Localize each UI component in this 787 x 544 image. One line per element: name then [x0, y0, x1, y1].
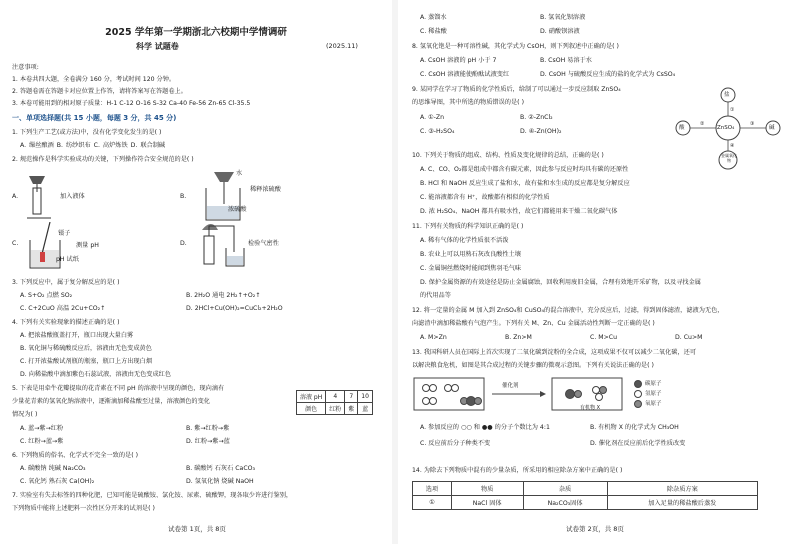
question-3-option-d: D. 2HCl+Cu(OH)₂=CuCl₂+2H₂O [186, 305, 283, 312]
question-7-option: D. 硝酸钡溶液 [540, 28, 580, 35]
table-cell: 红粉 [326, 403, 345, 415]
molecule-reaction-diagram [412, 376, 712, 416]
question-9-option: C. ③-H₂SO₄ [420, 128, 455, 135]
option-caption: 加入液体 [60, 193, 85, 200]
question-12-option: C. M>Cu [590, 334, 618, 341]
question-12-line: 向滤渣中滴加稀盐酸有气泡产生。下列有关 M、Zn、Cu 金属活动性判断一定正确的是( ) [412, 320, 655, 327]
question-4-option: C. 打开浓盐酸试剂瓶的瓶塞，瓶口上方出现白烟 [20, 358, 153, 365]
page-footer: 试卷第 1页，共 8页 [168, 525, 226, 533]
mind-map-node: 盐 [724, 92, 730, 98]
table-cell: 紫 [345, 403, 358, 415]
water-label: 水 [236, 170, 243, 177]
acid-label: 浓硫酸 [228, 206, 247, 213]
question-7-option: A. 蒸馏水 [420, 14, 447, 21]
mind-map-edge-label: ① [730, 107, 735, 113]
question-5: 5. 下表是用牵牛花瓣提取的花青素在不同 pH 的溶液中呈现的颜色，现向滴有 [12, 385, 225, 392]
table-cell: ① [413, 496, 452, 510]
molecule-drawing [412, 376, 712, 416]
note-line: 2. 答题卷需在答题卡对应位置上作答，请将答案写在答题卷上。 [12, 88, 187, 95]
question-5-option: B. 紫→红粉→紫 [186, 425, 230, 432]
table-header-row [413, 482, 758, 496]
table-cell: 10 [358, 391, 373, 403]
question-4: 4. 下列有关实验现象的描述正确的是( ) [12, 319, 120, 326]
question-3: 3. 下列反应中，属于复分解反应的是( ) [12, 279, 120, 286]
question-11-option: A. 稀有气体的化学性质很不活泼 [420, 237, 509, 244]
table-header-cell: 除杂质方案 [607, 482, 757, 496]
question-8-option: B. CsOH 易溶于水 [540, 57, 592, 64]
tweezers-label: 镊子 [58, 230, 71, 237]
product-label: 有机物 X [580, 405, 601, 411]
question-8: 8. 氢氧化铯是一种可溶性碱，其化学式为 CsOH，则下列叙述中正确的是( ) [412, 43, 619, 50]
question-3-option-a: A. S+O₂ 点燃 SO₂ [20, 292, 73, 299]
question-4-option: D. 向稀盐酸中滴加紫色石蕊试液，溶液由无色变成红色 [20, 371, 172, 378]
question-13-line: 以解决粮食危机，如图是其合成过程的关键步骤的微观示意图。下列有关说法正确的是( ) [412, 362, 654, 369]
question-4-option: A. 把浓盐酸瓶盖打开，瓶口出现大量白雾 [20, 332, 134, 339]
question-12-option: D. Cu>M [675, 334, 703, 341]
question-10-option: B. HCl 和 NaOH 反应生成了盐和水，故有盐和水生成的反应都是复分解反应 [420, 180, 630, 187]
question-14: 14. 为除去下列物质中混有的少量杂质，所采用的相应除杂方案中正确的是( ) [412, 467, 623, 474]
mind-map-edge-label: ③ [750, 121, 755, 127]
table-row [297, 403, 373, 415]
question-7-option: B. 氢氧化钡溶液 [540, 14, 586, 21]
question-11-option: B. 农业上可以用熟石灰改良酸性土壤 [420, 251, 521, 258]
section-heading: 一、单项选择题(共 15 小题，每题 3 分，共 45 分) [12, 114, 177, 122]
question-11-option: C. 金属铜丝燃烧时能闻到焦羽毛气味 [420, 265, 522, 272]
legend-item: 碳原子 [645, 381, 662, 387]
question-13: 13. 我国科研人员在国际上首次实现了二氧化碳到淀粉的全合成，这项成果不仅可以减少二氧化碳，还可 [412, 349, 697, 356]
question-9: 9. 某同学在学习了物质的化学性质后，给制了可以通过一步反应制取 ZnSO₄ [412, 86, 621, 93]
question-12: 12. 将一定量的金属 M 加入到 ZnSO₄和 CuSO₄的混合溶液中，充分反应后，过滤，得到固体滤渣，滤液为无色， [412, 307, 724, 314]
question-5-option: A. 蓝→紫→红粉 [20, 425, 64, 432]
table-header-cell: 物质 [451, 482, 523, 496]
question-11: 11. 下列有关物质的科学知识正确的是( ) [412, 223, 524, 230]
table-cell: 蓝 [358, 403, 373, 415]
question-12-option: A. M>Zn [420, 334, 447, 341]
option-caption: 检验气密性 [248, 240, 279, 247]
question-11-option-continued: 的代用品等 [420, 292, 451, 299]
option-label: A. [12, 193, 19, 200]
airtightness-check-drawing [198, 222, 248, 270]
note-line: 3. 本卷可能用到的相对原子质量：H-1 C-12 O-16 S-32 Ca-40 Fe-56 Zn-65 Cl-35.5 [12, 100, 251, 107]
table-header-cell: 选项 [413, 482, 452, 496]
question-7-option: C. 稀盐酸 [420, 28, 447, 35]
option-label: B. [180, 193, 187, 200]
mind-map-node: 金属氧化物 [721, 153, 737, 163]
option-caption: 稀释浓硫酸 [250, 186, 281, 193]
question-10-option: C. 能溶液都含有 H⁺，故酸都有相似的化学性质 [420, 194, 550, 201]
purification-table [412, 481, 758, 510]
mind-map-node: 酸 [679, 125, 685, 131]
mind-map-edge-label: ② [700, 121, 705, 127]
question-12-option: B. Zn>M [505, 334, 532, 341]
note-line: 1. 本卷共四大题，全卷满分 160 分，考试时间 120 分钟。 [12, 76, 176, 83]
question-5-line: 情况为( ) [12, 411, 38, 418]
question-3-option-b: B. 2H₂O 通电 2H₂↑+O₂↑ [186, 292, 261, 299]
question-13-option: D. 催化剂在反应前后化学性质改变 [590, 440, 686, 447]
question-8-option: D. CsOH 与硫酸反应生成的盐的化学式为 CsSO₄ [540, 71, 676, 78]
table-cell: NaCl 固体 [451, 496, 523, 510]
table-row [297, 391, 373, 403]
question-13-option: B. 有机物 X 的化学式为 CH₃OH [590, 424, 679, 431]
question-8-option: C. CsOH 溶液能使酚酞试液变红 [420, 71, 510, 78]
question-10: 10. 下列关于物质的组成、结构、性质及变化规律的总结，正确的是( ) [412, 152, 604, 159]
question-8-option: A. CsOH 溶液的 pH 小于 7 [420, 57, 497, 64]
question-6-option: A. 碳酸钠 纯碱 Na₂CO₃ [20, 465, 86, 472]
table-cell: 颜色 [297, 403, 326, 415]
question-6: 6. 下列物质的俗名、化学式不完全一致的是( ) [12, 452, 139, 459]
question-9-option: B. ②-ZnCl₂ [520, 114, 553, 121]
question-9-line: 的思维导图，其中所选的物质错误的是( ) [412, 99, 524, 106]
table-cell: Na₂CO₃固体 [523, 496, 607, 510]
question-11-option: D. 保护金属资源的有效途径是防止金属腐蚀，回收利用废旧金属，合理有效地开采矿物，以及寻找金属 [420, 279, 701, 286]
mind-map-edge-label: ④ [730, 143, 735, 149]
question-13-option: C. 反应前后分子种类不变 [420, 440, 491, 447]
table-row [413, 496, 758, 510]
question-3-option-c: C. C+2CuO 高温 2Cu+CO₂↑ [20, 305, 106, 312]
mind-map-center: ZnSO₄ [717, 125, 735, 131]
question-13-option: A. 参加反应的 ○○ 和 ●● 的分子个数比为 4:1 [420, 424, 550, 431]
ph-paper-label: pH 试纸 [56, 256, 79, 263]
table-cell: 7 [345, 391, 358, 403]
exam-title: 2025 学年第一学期浙北六校期中学情调研 [105, 27, 287, 38]
question-7-line: 下列物质中能将上述肥料一次性区分开来的试剂是( ) [12, 505, 155, 512]
question-10-option: A. C、CO、O₂都是组成中都含有碳元素，因此参与反应时均具有碳的还原性 [420, 166, 629, 173]
question-5-line: 少量花青素的氢氧化钠溶液中，逐渐滴加稀盐酸至过量，溶液颜色的变化 [12, 398, 210, 405]
question-1-options: A. 缫丝酿酒 B. 纺纱织布 C. 高炉炼铁 D. 联合制碱 [20, 142, 166, 149]
mind-map-node: 碱 [769, 125, 775, 131]
exam-subtitle: 科学 试题卷 [136, 42, 179, 51]
legend-item: 氧原子 [645, 401, 662, 407]
catalyst-label: 催化剂 [502, 383, 519, 389]
table-cell: 4 [326, 391, 345, 403]
question-10-option: D. 浓 H₂SO₄、NaOH 都具有吸水性，故它们都能用来干燥二氧化碳气体 [420, 208, 618, 215]
question-6-option: C. 氧化钙 熟石灰 Ca(OH)₂ [20, 478, 95, 485]
table-cell: 溶液 pH [297, 391, 326, 403]
question-9-option: D. ④-Zn(OH)₂ [520, 128, 562, 135]
question-5-option: D. 红粉→紫→蓝 [186, 438, 230, 445]
legend-item: 氢原子 [645, 391, 662, 397]
question-4-option: B. 氧化铜与稀硫酸反应后，溶液由无色变成黄色 [20, 345, 152, 352]
table-header-cell: 杂质 [523, 482, 607, 496]
option-label: C. [12, 240, 19, 247]
page-footer: 试卷第 2页，共 8页 [566, 525, 624, 533]
question-6-option: B. 碳酸钙 石灰石 CaCO₃ [186, 465, 256, 472]
question-9-option: A. ①-Zn [420, 114, 444, 121]
question-2: 2. 规范操作是科学实验成功的关键，下列操作符合安全规范的是( ) [12, 156, 194, 163]
question-5-option: C. 红粉→蓝→紫 [20, 438, 64, 445]
ph-color-table [296, 390, 373, 415]
exam-page-1 [0, 0, 392, 544]
notes-heading: 注意事项: [12, 64, 39, 71]
option-label: D. [180, 240, 187, 247]
question-7: 7. 实验室有失去标签的四种化肥，已知可能是硫酸铵、氯化铵、尿素、硫酸钾，现各取少许进行鉴别， [12, 492, 293, 499]
question-6-option: D. 氢氧化钠 烧碱 NaOH [186, 478, 254, 485]
table-cell: 加入足量的稀盐酸后蒸发 [607, 496, 757, 510]
mind-map-diagram [672, 86, 784, 170]
question-1: 1. 下列生产工艺(或方法)中，没有化学变化发生的是( ) [12, 129, 162, 136]
exam-date: (2025.11) [326, 42, 358, 50]
option-caption: 测量 pH [76, 242, 99, 249]
